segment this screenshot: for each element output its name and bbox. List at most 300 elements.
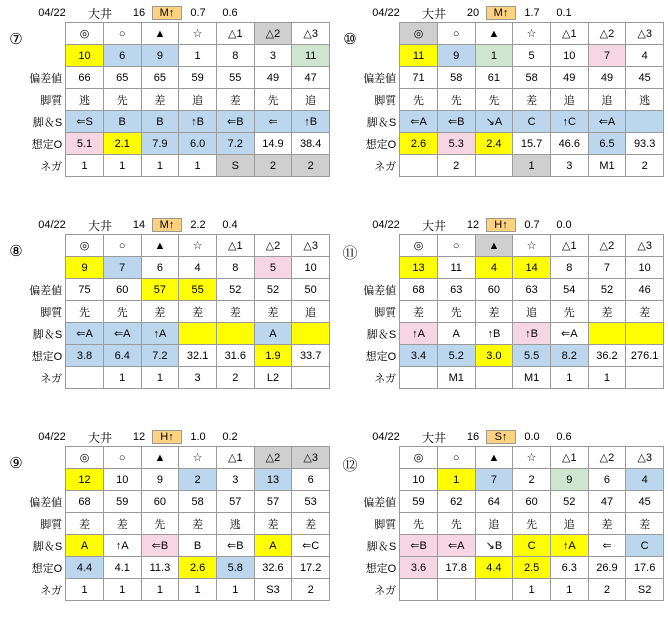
race-date: 04/22 xyxy=(38,219,66,231)
data-cell: 1 xyxy=(66,155,104,177)
data-cell: 9 xyxy=(141,469,179,491)
data-cell: 11 xyxy=(437,257,475,279)
race-block-9 xyxy=(0,424,334,635)
data-cell xyxy=(475,367,513,389)
table-row xyxy=(362,557,664,579)
corner-cell xyxy=(362,235,400,257)
race-header xyxy=(338,4,664,22)
table-row xyxy=(28,579,330,601)
mark-header-cell: △2 xyxy=(254,235,292,257)
table-row xyxy=(28,491,330,513)
data-cell: 6.3 xyxy=(550,557,588,579)
row-label: ネガ xyxy=(362,579,400,601)
data-cell: 追 xyxy=(550,89,588,111)
data-cell: 7 xyxy=(103,257,141,279)
mark-header-cell: △3 xyxy=(292,447,330,469)
data-cell: B xyxy=(179,535,217,557)
data-cell: C xyxy=(626,535,664,557)
row-label: 偏差値 xyxy=(28,491,66,513)
race-grade-badge: H↑ xyxy=(486,218,516,232)
data-cell: S3 xyxy=(254,579,292,601)
data-cell: 先 xyxy=(400,89,438,111)
race-value-1: 1.7 xyxy=(524,7,540,19)
race-value-1: 0.7 xyxy=(524,219,540,231)
table-wrap xyxy=(338,22,664,177)
table-row xyxy=(362,279,664,301)
data-cell: 3.6 xyxy=(400,557,438,579)
row-label: 偏差値 xyxy=(28,67,66,89)
data-cell: 3 xyxy=(179,367,217,389)
data-cell: 276.1 xyxy=(626,345,664,367)
race-grade-badge: H↑ xyxy=(152,430,182,444)
corner-cell xyxy=(28,23,66,45)
data-cell: 66 xyxy=(66,67,104,89)
race-value-2: 0.6 xyxy=(222,7,238,19)
row-label: 脚＆S xyxy=(362,323,400,345)
data-cell: 12 xyxy=(66,469,104,491)
block-index-label: ⑩ xyxy=(343,31,357,48)
table-row xyxy=(362,345,664,367)
data-cell: 追 xyxy=(588,89,626,111)
corner-cell xyxy=(362,23,400,45)
corner-cell xyxy=(28,447,66,469)
data-cell: 8.2 xyxy=(550,345,588,367)
data-cell xyxy=(400,155,438,177)
data-cell: 8 xyxy=(216,45,254,67)
data-cell: 10 xyxy=(400,469,438,491)
row-label: 脚＆S xyxy=(28,111,66,133)
row-label: 脚＆S xyxy=(28,323,66,345)
row-label xyxy=(362,257,400,279)
data-cell: 4.4 xyxy=(475,557,513,579)
race-header xyxy=(4,428,330,446)
block-index-label: ⑫ xyxy=(342,457,358,474)
table-wrap xyxy=(338,446,664,601)
table-row xyxy=(28,133,330,155)
block-index-label: ⑧ xyxy=(9,243,23,260)
data-cell: ↘A xyxy=(475,111,513,133)
data-cell: 2 xyxy=(437,155,475,177)
data-cell xyxy=(179,323,217,345)
mark-header-cell: ☆ xyxy=(179,447,217,469)
data-cell: 52 xyxy=(216,279,254,301)
mark-header-cell: △1 xyxy=(550,23,588,45)
table-header-row xyxy=(28,235,330,257)
table-row xyxy=(362,535,664,557)
table-header-row xyxy=(362,447,664,469)
row-label: 偏差値 xyxy=(362,491,400,513)
data-cell: 差 xyxy=(475,301,513,323)
block-index-label: ⑨ xyxy=(9,455,23,472)
data-cell: 59 xyxy=(400,491,438,513)
data-cell: 62 xyxy=(437,491,475,513)
race-value-2: 0.4 xyxy=(222,219,238,231)
data-cell: 3.0 xyxy=(475,345,513,367)
row-label xyxy=(28,45,66,67)
mark-header-cell: ☆ xyxy=(179,23,217,45)
data-cell: 差 xyxy=(400,301,438,323)
data-cell: 57 xyxy=(141,279,179,301)
row-label xyxy=(362,469,400,491)
data-cell: ↑B xyxy=(179,111,217,133)
data-cell: 1 xyxy=(216,579,254,601)
data-cell xyxy=(475,579,513,601)
table-row xyxy=(362,301,664,323)
table-row xyxy=(28,323,330,345)
data-cell: ↑C xyxy=(550,111,588,133)
data-cell: 差 xyxy=(588,301,626,323)
data-cell: 7 xyxy=(588,257,626,279)
race-table xyxy=(362,22,664,177)
data-cell: 15.7 xyxy=(513,133,551,155)
row-label: ネガ xyxy=(362,155,400,177)
race-value-2: 0.6 xyxy=(556,431,572,443)
data-cell xyxy=(437,579,475,601)
data-cell: 差 xyxy=(588,513,626,535)
data-cell: 差 xyxy=(141,301,179,323)
data-cell: ↑B xyxy=(475,323,513,345)
data-cell: 2.6 xyxy=(179,557,217,579)
data-cell xyxy=(216,323,254,345)
data-cell xyxy=(588,323,626,345)
data-cell: 53 xyxy=(292,491,330,513)
data-cell: 3.4 xyxy=(400,345,438,367)
data-cell: 11 xyxy=(292,45,330,67)
data-cell xyxy=(475,155,513,177)
data-cell: 54 xyxy=(550,279,588,301)
corner-cell xyxy=(362,447,400,469)
mark-header-cell: ○ xyxy=(437,235,475,257)
data-cell: C xyxy=(513,535,551,557)
mark-header-cell: △3 xyxy=(626,23,664,45)
data-cell: S2 xyxy=(626,579,664,601)
data-cell: 6.5 xyxy=(588,133,626,155)
race-place: 大井 xyxy=(87,430,112,445)
table-row xyxy=(28,535,330,557)
data-cell: 先 xyxy=(437,301,475,323)
data-cell: 6.4 xyxy=(103,345,141,367)
data-cell: 2.5 xyxy=(513,557,551,579)
data-cell: 差 xyxy=(141,89,179,111)
data-cell: 14 xyxy=(513,257,551,279)
data-cell: M1 xyxy=(437,367,475,389)
data-cell: 差 xyxy=(254,513,292,535)
data-cell: 4 xyxy=(475,257,513,279)
corner-cell xyxy=(28,235,66,257)
data-cell: 58 xyxy=(437,67,475,89)
mark-header-cell: △1 xyxy=(550,447,588,469)
data-cell: 先 xyxy=(66,301,104,323)
data-cell xyxy=(292,323,330,345)
data-cell: 17.6 xyxy=(626,557,664,579)
data-cell: ↑B xyxy=(292,111,330,133)
table-header-row xyxy=(28,447,330,469)
mark-header-cell: △1 xyxy=(216,23,254,45)
data-cell: ⇐S xyxy=(66,111,104,133)
data-cell: 差 xyxy=(103,513,141,535)
mark-header-cell: △3 xyxy=(626,235,664,257)
data-cell: A xyxy=(437,323,475,345)
mark-header-cell: ▲ xyxy=(141,235,179,257)
table-header-row xyxy=(28,23,330,45)
data-cell: 49 xyxy=(550,67,588,89)
race-grade-badge: M↑ xyxy=(152,6,182,20)
data-cell: 1 xyxy=(103,367,141,389)
race-value-2: 0.1 xyxy=(556,7,572,19)
data-cell: 46.6 xyxy=(550,133,588,155)
race-block-8 xyxy=(0,212,334,424)
data-cell: 追 xyxy=(550,513,588,535)
data-cell: 59 xyxy=(179,67,217,89)
mark-header-cell: ☆ xyxy=(513,447,551,469)
race-date: 04/22 xyxy=(38,7,66,19)
data-cell xyxy=(400,367,438,389)
data-cell: 差 xyxy=(179,301,217,323)
race-table xyxy=(362,234,664,389)
data-cell: 6 xyxy=(103,45,141,67)
data-cell: 差 xyxy=(254,301,292,323)
data-cell: 3.8 xyxy=(66,345,104,367)
data-cell: 1 xyxy=(475,45,513,67)
data-cell: 2 xyxy=(179,469,217,491)
data-cell: 6.0 xyxy=(179,133,217,155)
table-row xyxy=(362,133,664,155)
race-header xyxy=(4,4,330,22)
table-row xyxy=(28,345,330,367)
data-cell: ⇐ xyxy=(254,111,292,133)
data-cell: 59 xyxy=(103,491,141,513)
race-header xyxy=(338,216,664,234)
race-value-2: 0.0 xyxy=(556,219,572,231)
data-cell: 1 xyxy=(103,579,141,601)
data-cell: 2.1 xyxy=(103,133,141,155)
race-number: 12 xyxy=(132,431,146,443)
race-value-2: 0.2 xyxy=(222,431,238,443)
row-label: 脚質 xyxy=(362,513,400,535)
row-label xyxy=(362,45,400,67)
data-cell: 1 xyxy=(179,155,217,177)
row-label: ネガ xyxy=(362,367,400,389)
race-value-1: 1.0 xyxy=(190,431,206,443)
data-cell: 8 xyxy=(550,257,588,279)
data-cell: 60 xyxy=(141,491,179,513)
data-cell: 47 xyxy=(588,491,626,513)
race-date: 04/22 xyxy=(372,431,400,443)
data-cell: 逃 xyxy=(66,89,104,111)
race-header xyxy=(338,428,664,446)
mark-header-cell: ◎ xyxy=(400,235,438,257)
mark-header-cell: ☆ xyxy=(179,235,217,257)
data-cell: ⇐A xyxy=(103,323,141,345)
data-cell xyxy=(292,367,330,389)
data-cell: 50 xyxy=(292,279,330,301)
data-cell: 68 xyxy=(66,491,104,513)
data-cell: ⇐A xyxy=(550,323,588,345)
table-header-row xyxy=(362,235,664,257)
mark-header-cell: ▲ xyxy=(475,447,513,469)
data-cell: 差 xyxy=(626,301,664,323)
data-cell: 45 xyxy=(626,67,664,89)
table-row xyxy=(28,557,330,579)
data-cell: 追 xyxy=(179,89,217,111)
data-cell: 49 xyxy=(588,67,626,89)
table-row xyxy=(362,45,664,67)
mark-header-cell: △2 xyxy=(588,235,626,257)
data-cell xyxy=(626,323,664,345)
data-cell: B xyxy=(141,111,179,133)
data-cell: 1 xyxy=(550,579,588,601)
data-cell: 1 xyxy=(179,45,217,67)
data-cell: 2 xyxy=(292,579,330,601)
data-cell: 2 xyxy=(216,367,254,389)
data-cell: 52 xyxy=(254,279,292,301)
data-cell: 9 xyxy=(550,469,588,491)
mark-header-cell: ▲ xyxy=(141,23,179,45)
data-cell: 6 xyxy=(141,257,179,279)
race-block-10 xyxy=(334,0,668,212)
data-cell: 2.4 xyxy=(475,133,513,155)
table-wrap xyxy=(4,446,330,601)
row-label: 想定O xyxy=(28,133,66,155)
row-label: 想定O xyxy=(28,557,66,579)
data-cell: 7.2 xyxy=(216,133,254,155)
race-number: 14 xyxy=(132,219,146,231)
data-cell: 追 xyxy=(292,301,330,323)
data-cell: 58 xyxy=(513,67,551,89)
table-header-row xyxy=(362,23,664,45)
data-cell: 先 xyxy=(103,89,141,111)
data-cell: 差 xyxy=(216,301,254,323)
data-cell: 1 xyxy=(141,579,179,601)
data-cell: A xyxy=(254,535,292,557)
data-cell: 2 xyxy=(292,155,330,177)
data-cell: ⇐A xyxy=(437,535,475,557)
data-cell: 60 xyxy=(475,279,513,301)
data-cell: 46 xyxy=(626,279,664,301)
data-cell: ↑A xyxy=(141,323,179,345)
row-label: 脚＆S xyxy=(362,535,400,557)
data-cell: 3 xyxy=(216,469,254,491)
row-label: 脚＆S xyxy=(28,535,66,557)
data-cell: 先 xyxy=(475,89,513,111)
data-cell: 11 xyxy=(400,45,438,67)
data-cell: S xyxy=(216,155,254,177)
table-wrap xyxy=(338,234,664,389)
race-table xyxy=(28,234,330,389)
data-cell: 4 xyxy=(626,45,664,67)
data-cell: 1.9 xyxy=(254,345,292,367)
data-cell: ⇐B xyxy=(437,111,475,133)
data-cell: ↘B xyxy=(475,535,513,557)
data-cell: 58 xyxy=(179,491,217,513)
data-cell: 差 xyxy=(292,513,330,535)
data-cell: 7 xyxy=(475,469,513,491)
table-row xyxy=(28,67,330,89)
data-cell: 先 xyxy=(103,301,141,323)
mark-header-cell: △3 xyxy=(292,235,330,257)
table-row xyxy=(28,257,330,279)
mark-header-cell: ◎ xyxy=(66,235,104,257)
data-cell: 4 xyxy=(626,469,664,491)
race-number: 20 xyxy=(466,7,480,19)
mark-header-cell: ◎ xyxy=(400,23,438,45)
table-row xyxy=(362,257,664,279)
race-date: 04/22 xyxy=(38,431,66,443)
data-cell: 10 xyxy=(626,257,664,279)
data-cell: ⇐B xyxy=(141,535,179,557)
data-cell: 3 xyxy=(254,45,292,67)
data-cell: 10 xyxy=(103,469,141,491)
table-row xyxy=(362,111,664,133)
data-cell: 55 xyxy=(179,279,217,301)
data-cell xyxy=(626,367,664,389)
race-header xyxy=(4,216,330,234)
data-cell: 17.2 xyxy=(292,557,330,579)
race-value-1: 2.2 xyxy=(190,219,206,231)
data-cell: 先 xyxy=(437,89,475,111)
data-cell: ⇐B xyxy=(400,535,438,557)
data-cell: 65 xyxy=(141,67,179,89)
data-cell: 2 xyxy=(254,155,292,177)
table-row xyxy=(28,89,330,111)
data-cell: 差 xyxy=(513,89,551,111)
table-row xyxy=(362,89,664,111)
mark-header-cell: ○ xyxy=(103,23,141,45)
data-cell: ↑B xyxy=(513,323,551,345)
data-cell: ⇐B xyxy=(216,535,254,557)
data-cell: 5.2 xyxy=(437,345,475,367)
race-table xyxy=(28,446,330,601)
row-label: 脚質 xyxy=(28,513,66,535)
data-cell: 1 xyxy=(66,579,104,601)
data-cell: 36.2 xyxy=(588,345,626,367)
row-label: 偏差値 xyxy=(28,279,66,301)
data-cell: 5 xyxy=(254,257,292,279)
data-cell: 9 xyxy=(66,257,104,279)
data-cell: 1 xyxy=(179,579,217,601)
data-cell: 32.6 xyxy=(254,557,292,579)
data-cell: 4.4 xyxy=(66,557,104,579)
data-cell: 2 xyxy=(513,469,551,491)
table-row xyxy=(362,579,664,601)
mark-header-cell: ◎ xyxy=(66,23,104,45)
race-table xyxy=(362,446,664,601)
data-cell: 17.8 xyxy=(437,557,475,579)
data-cell: 追 xyxy=(475,513,513,535)
data-cell: ⇐A xyxy=(588,111,626,133)
data-cell xyxy=(626,111,664,133)
data-cell: 75 xyxy=(66,279,104,301)
mark-header-cell: ☆ xyxy=(513,23,551,45)
data-cell: 45 xyxy=(626,491,664,513)
data-cell: 1 xyxy=(513,579,551,601)
race-block-7 xyxy=(0,0,334,212)
data-cell: 5.1 xyxy=(66,133,104,155)
data-cell: 2 xyxy=(626,155,664,177)
race-grade-badge: M↑ xyxy=(486,6,516,20)
table-row xyxy=(28,279,330,301)
data-cell: ↑A xyxy=(400,323,438,345)
row-label: ネガ xyxy=(28,155,66,177)
data-cell: 10 xyxy=(292,257,330,279)
data-cell: 先 xyxy=(437,513,475,535)
mark-header-cell: ☆ xyxy=(513,235,551,257)
data-cell: ↑A xyxy=(103,535,141,557)
row-label: 偏差値 xyxy=(362,67,400,89)
data-cell: 7.9 xyxy=(141,133,179,155)
data-cell: 先 xyxy=(254,89,292,111)
race-grade-badge: S↑ xyxy=(486,430,516,444)
